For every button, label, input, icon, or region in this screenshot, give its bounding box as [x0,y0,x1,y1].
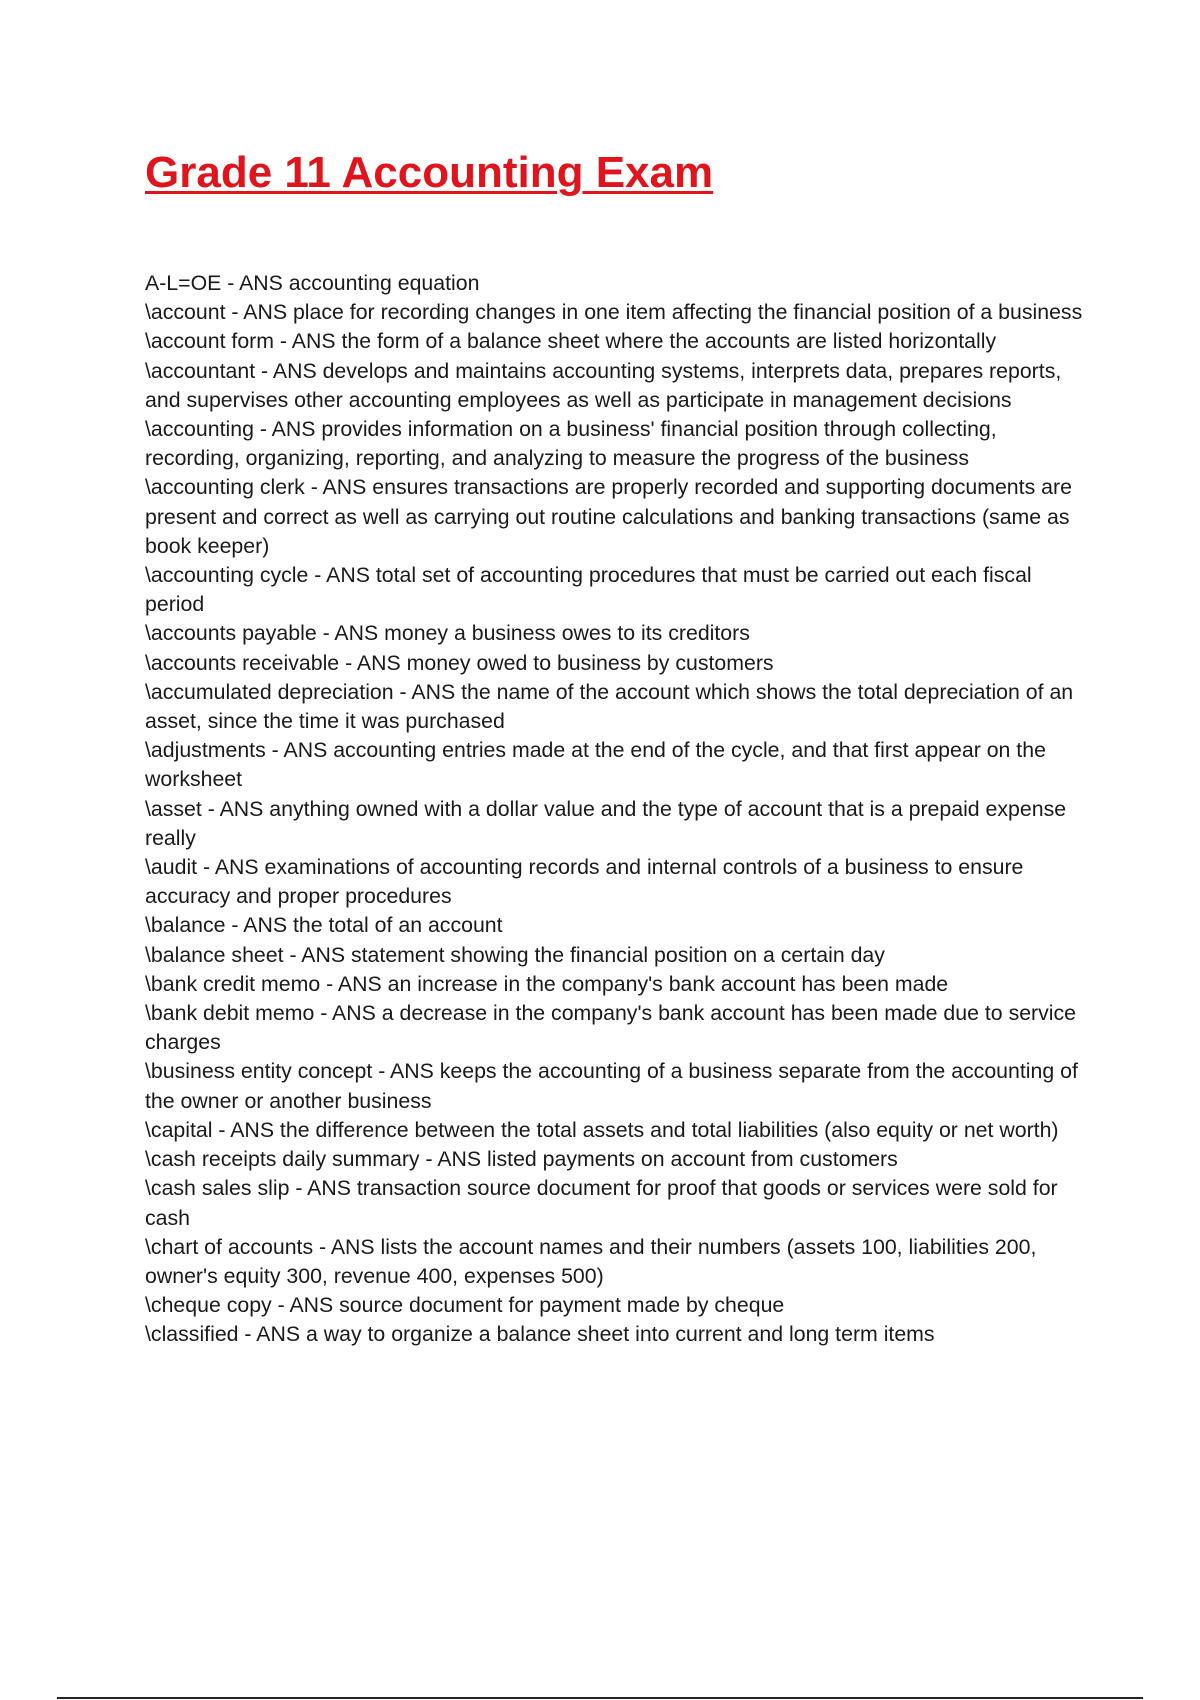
glossary-entry: \cheque copy - ANS source document for payment made by cheque [145,1293,785,1318]
page-title: Grade 11 Accounting Exam [145,148,714,197]
glossary-entry: \chart of accounts - ANS lists the account names and their numbers (assets 100, liabilities 200, owner's equity 300, revenue 400, expenses 500) [145,1234,1037,1288]
glossary-entry: \accounting cycle - ANS total set of accounting procedures that must be carried out each fiscal period [145,563,1032,617]
glossary-entry: \accounts receivable - ANS money owed to business by customers [145,650,774,675]
glossary-entry: \account form - ANS the form of a balance sheet where the accounts are listed horizontally [145,329,997,354]
glossary-entry: \business entity concept - ANS keeps the accounting of a business separate from the accounting of the owner or another business [145,1059,1078,1113]
glossary-entry: \balance - ANS the total of an account [145,913,503,938]
glossary-entry: \classified - ANS a way to organize a balance sheet into current and long term items [145,1322,935,1347]
glossary-entry: \account - ANS place for recording changes in one item affecting the financial position of a business [145,300,1083,325]
glossary-entry: \accountant - ANS develops and maintains accounting systems, interprets data, prepares reports, and supervises other accounting employees as well as participate in management decisions [145,358,1062,412]
glossary-entry: \accounting clerk - ANS ensures transactions are properly recorded and supporting documents are present and correct as well as carrying out routine calculations and banking transactions (same as book keeper) [145,475,1072,558]
glossary-entry: \bank credit memo - ANS an increase in the company's bank account has been made [145,971,949,996]
glossary-entry: A-L=OE - ANS accounting equation [145,271,480,295]
glossary-entry: \adjustments - ANS accounting entries made at the end of the cycle, and that first appear on the worksheet [145,738,1046,792]
glossary-entry: \balance sheet - ANS statement showing the financial position on a certain day [145,942,885,967]
glossary-entry: \capital - ANS the difference between the total assets and total liabilities (also equity or net worth) [145,1117,1059,1142]
glossary-entry: \cash receipts daily summary - ANS listed payments on account from customers [145,1147,898,1172]
glossary-entry: \accounting - ANS provides information on a business' financial position through collecting, recording, organizing, reporting, and analyzing to measure the progress of the business [145,417,997,471]
glossary-entry: \accounts payable - ANS money a business owes to its creditors [145,621,750,646]
glossary-entry: \asset - ANS anything owned with a dollar value and the type of account that is a prepaid expense really [145,796,1067,850]
glossary-list [145,269,1095,1350]
glossary-entry: \bank debit memo - ANS a decrease in the company's bank account has been made due to service charges [145,1001,1077,1055]
glossary-entry: \audit - ANS examinations of accounting records and internal controls of a business to ensure accuracy and proper procedures [145,855,1024,909]
footer-divider [57,1697,1143,1699]
glossary-entry: \cash sales slip - ANS transaction source document for proof that goods or services were sold for cash [145,1176,1058,1230]
glossary-entry: \accumulated depreciation - ANS the name of the account which shows the total depreciation of an asset, since the time it was purchased [145,679,1074,734]
